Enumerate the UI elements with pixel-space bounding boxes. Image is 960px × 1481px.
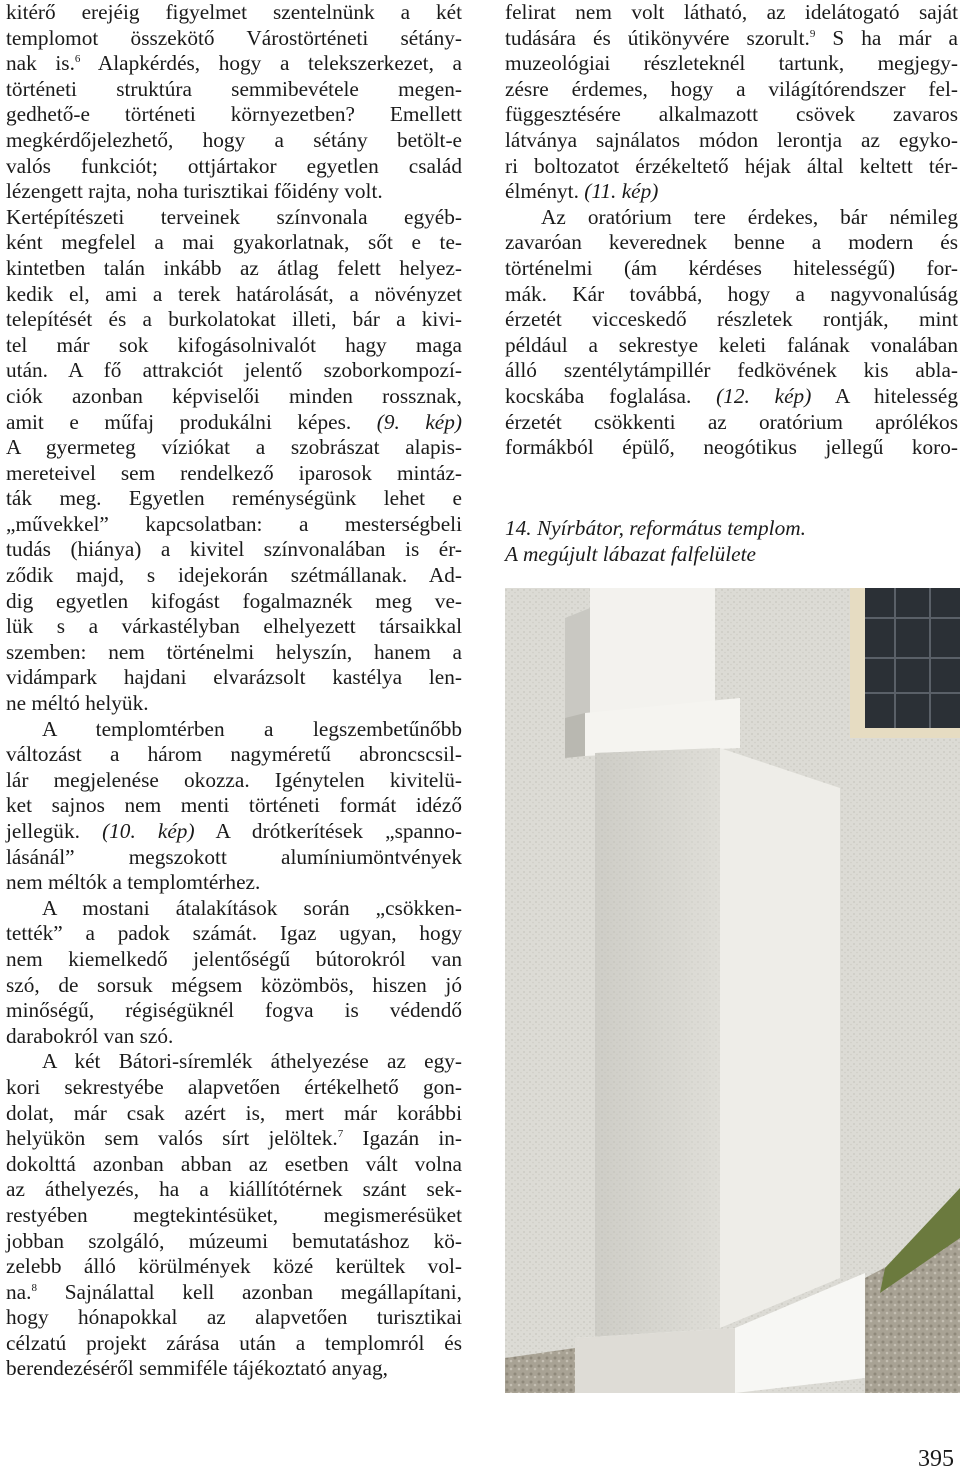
caption-line-2: A megújult lábazat falfelülete [505,542,756,566]
left-text-line: Kertépítészeti terveinek színvonala egyéb- [6,204,462,229]
right-column [505,0,958,461]
left-text-line: után. A fő attrakciót jelentő szoborkompozí- [6,358,462,383]
right-text-line: függesztésére alkalmazott csövek zavaros [505,102,958,127]
left-text-line: az áthelyezés, ha a kiállítótérnek szánt sek- [6,1177,462,1202]
left-text-line: helyükön sem valós sírt jelöltek.$^7$ Igazán in- [6,1126,462,1151]
left-text-line: jellegük. (10. kép) A drótkerítések „spanno- [6,819,463,843]
right-text-line: muzeológiai részleteknél tartunk, megjegy- [505,51,958,76]
left-text-line: kintetben talán inkább az átlag felett helyez- [6,255,462,280]
church-buttress-photo [505,588,960,1393]
left-text-line: lézengett rajta, noha turisztikai főidény volt. [6,179,383,204]
left-text-line: dig egyetlen kifogást fogalmaznék meg ve- [6,588,462,613]
left-text-line: ként megfelel a mai gyakorlatnak, sőt e te- [6,230,462,255]
left-text-line: berendezéséről semmiféle tájékoztató anyag, [6,1356,388,1381]
left-text-line: dokolttá azonban abban az esetben vált volna [6,1151,462,1176]
left-text-line: nem kiemelkedő jelentőségű bútorokról van [6,946,462,971]
left-text-line: szó, de sorsuk mégsem közömbös, hiszen jó [6,972,462,997]
left-text-line: ciók azonban képviselői minden rossznak, [6,383,462,408]
right-text-line: például a sekrestye keleti falának vonalában [505,332,958,357]
left-text-line: dolat, már csak azért is, mert már korábbi [6,1100,462,1125]
left-text-line: gedhető-e történeti környezetben? Emellett [6,102,462,127]
left-text-line: tel már sok kifogásolnivalót hagy maga [6,332,462,357]
left-text-line: kori sekrestyébe alapvetően értékelhető gon- [6,1074,462,1099]
left-text-line: kitérő erejéig figyelmet szentelnünk a két [6,0,462,24]
left-text-line: templomot összekötő Várostörténeti sétány- [6,25,462,50]
right-text-line: látványa sajnálatos módon lerontja az egyko- [505,127,958,152]
right-text-line: felirat nem volt látható, az idelátogató saját [505,0,958,24]
left-text-line: hogy hónapokkal az alapvetően turisztikai [6,1305,462,1330]
right-text-line: formákból épülő, neogótikus jellegű koro- [505,435,958,460]
left-text-line: zelebb álló körülmények közé kerültek vol- [6,1254,462,1279]
right-text-line: érzetét vicceskedő részletek rontják, mint [505,307,958,332]
left-text-line: valós funkciót; ottjártakor egyetlen család [6,153,462,178]
page-number: 395 [918,1446,954,1472]
left-column [6,0,462,1382]
left-text-line: nem méltók a templomtérhez. [6,870,261,895]
figure-caption [505,515,955,567]
right-text-line: Az oratórium tere érdekes, bár némileg [541,204,958,229]
caption-line-1: 14. Nyírbátor, református templom. [505,516,806,540]
left-text-line: telepítését és a burkolatokat illeti, bár a kivi- [6,307,462,332]
left-text-line: amit e műfaj produkálni képes. (9. kép) [6,409,462,434]
left-text-line: vidámpark hajdani elvarázsolt kastélya len- [6,665,462,690]
left-text-line: A mostani átalakítások során „csökken- [42,895,462,920]
left-text-line: A templomtérben a legszembetűnőbb [42,716,462,741]
left-text-line: ket sajnos nem menti történeti formát idéző [6,793,462,818]
left-text-line: ne méltó helyük. [6,691,149,716]
right-text-line: zésre érdemes, hogy a világítórendszer fel- [505,76,958,101]
right-text-line: kocskába foglalása. (12. kép) A hitelesség [505,383,958,408]
right-text-line: álló szentélytámpillér fedkövének kis abla- [505,358,958,383]
left-text-line: lár megjelenése okozza. Igénytelen kivitelü- [6,767,462,792]
left-text-line: változást a három nagyméretű abroncscsil- [6,742,462,767]
left-text-line: történeti struktúra semmibevétele megen- [6,76,462,101]
left-text-line: szemben: nem történelmi helyszín, hanem a [6,639,462,664]
left-text-line: restyében megtekintésüket, megismerésüket [6,1202,462,1227]
left-text-line: na.$^8$ Sajnálattal kell azonban megállapítani, [6,1279,462,1304]
left-text-line: célzatú projekt zárása után a templomról és [6,1330,462,1355]
left-text-line: ták meg. Egyetlen reménységünk lehet e [6,486,462,511]
left-text-line: ződik majd, s idejekorán szétmállanak. Ad- [6,563,462,588]
left-text-line: lük s a várkastélyban elhelyezett társaikkal [6,614,462,639]
right-text-line: ri boltozatot érzékeltető héjak által keltett tér- [505,153,958,178]
left-text-line: jobban szolgáló, múzeumi bemutatáshoz kö- [6,1228,462,1253]
right-text-line: mák. Kár továbbá, hogy a nagyvonalúság [505,281,958,306]
left-text-line: lásánál” megszokott alumíniumöntvények [6,844,462,869]
left-text-line: darabokról van szó. [6,1023,174,1048]
right-text-line: történelmi (ám kérdéses hitelességű) for- [505,255,958,280]
left-text-line: mereteivel sem rendelkező iparosok mintáz- [6,460,462,485]
left-text-line: kedik el, ami a terek határolását, a növényzet [6,281,462,306]
right-text-line: zavaróan keverednek benne a modern és [505,230,958,255]
photo-svg [505,588,960,1393]
left-text-line: megkérdőjelezhető, hogy a sétány betölt-e [6,127,462,152]
left-text-line: nak is.$^6$ Alapkérdés, hogy a telekszerkezet, a [6,51,462,76]
left-text-line: tudás (hiánya) a kivitel színvonalában is ér- [6,537,462,562]
left-text-line: A két Bátori-síremlék áthelyezése az egy- [42,1049,462,1074]
left-text-line: „művekkel” kapcsolatban: a mesterségbeli [6,511,462,536]
left-text-line: minőségű, régiségüknél fogva is védendő [6,998,462,1023]
right-text-line: tudására és útikönyvére szorult.$^9$ S ha már a [505,25,958,50]
right-text-line: érzetét csökkenti az oratórium aprólékos [505,409,958,434]
left-text-line: A gyermeteg víziókat a szobrászat alapis- [6,435,462,460]
left-text-line: tették” a padok számát. Igaz ugyan, hogy [6,921,462,946]
right-text-line: élményt. (11. kép) [505,179,659,204]
